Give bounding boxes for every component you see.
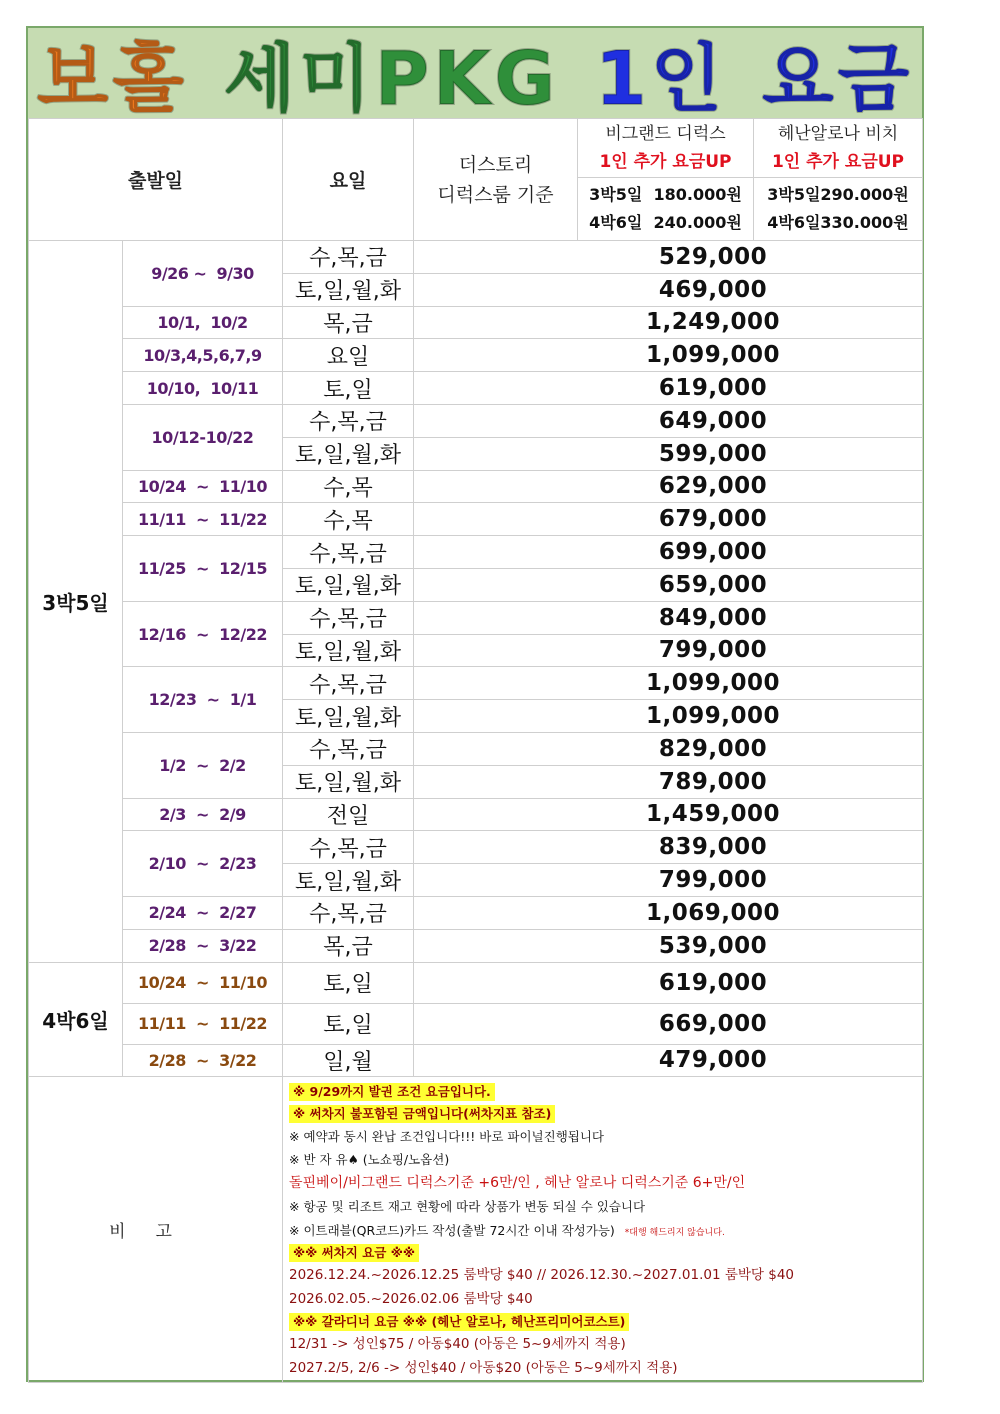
departure-period: 10/10, 10/11 [123,372,283,405]
rate-row [29,929,923,962]
price-cell [414,765,923,798]
remark-text: 12/31 -> 성인$75 / 아동$40 (아동은 5~9세까지 적용) [289,1336,626,1353]
remark-text: ※ 써차지 불포함된 금액입니다(써차지표 참조) [289,1105,555,1123]
rate-row [29,503,923,536]
price-cell [414,339,923,372]
price-cell [414,601,923,634]
price: 1,069,000 [646,899,780,926]
bigrand-3n5d: 3박5일 180.000원 [589,185,742,204]
rate-table [28,118,923,1383]
price: 1,099,000 [646,703,780,730]
rate-row [29,798,923,831]
departure-period: 10/1, 10/2 [123,306,283,339]
henann-upgrade: 1인 추가 요금UP [771,152,905,172]
price: 1,459,000 [646,801,780,828]
weekdays: 수,목,금 [283,831,414,864]
henann-3n5d: 3박5일290.000원 [767,185,909,204]
price-cell [414,929,923,962]
departure-period: 12/16 ~ 12/22 [123,601,283,667]
weekdays: 수,목 [283,470,414,503]
remark-line [289,1288,922,1312]
price: 799,000 [658,867,768,894]
remark-text: ※ 9/29까지 발권 조건 요금입니다. [289,1083,495,1101]
weekdays: 토,일 [283,962,414,1003]
departure-period: 2/3 ~ 2/9 [123,798,283,831]
price: 539,000 [658,932,768,959]
price-cell [414,306,923,339]
price-cell [414,700,923,733]
remark-line [289,1081,922,1103]
remark-line [289,1195,922,1219]
remarks-row [29,1076,923,1382]
departure-period: 11/11 ~ 11/22 [123,1003,283,1044]
weekdays: 수,목,금 [283,536,414,569]
price-cell [414,864,923,897]
rate-row [29,896,923,929]
header-bigrand [578,119,754,241]
weekdays: 수,목,금 [283,404,414,437]
remark-text: ※※ 갈라디너 요금 ※※ (헤난 알로나, 헤난프리미어코스트) [289,1313,629,1331]
price: 479,000 [658,1047,768,1074]
henann-title: 헤난알로나 비치 [777,124,899,144]
remark-line [289,1264,922,1288]
rate-row [29,831,923,864]
price-cell [414,568,923,601]
title-package: 세미PKG [223,36,560,122]
rate-row [29,306,923,339]
departure-period: 2/28 ~ 3/22 [123,1044,283,1076]
remark-text: ※ 항공 및 리조트 재고 현황에 따라 상품가 변동 되실 수 있습니다 [289,1199,646,1215]
price-cell [414,437,923,470]
remark-line [289,1311,922,1333]
price-cell [414,667,923,700]
remarks-label: 비고 [29,1076,283,1382]
rate-row [29,372,923,405]
header-departure: 출발일 [29,119,283,241]
weekdays: 일,월 [283,1044,414,1076]
price: 799,000 [658,637,768,664]
weekdays: 토,일 [283,1003,414,1044]
price-cell [414,470,923,503]
title-destination: 보홀 [36,36,188,122]
price-cell [414,798,923,831]
price: 529,000 [658,243,768,270]
price-cell [414,241,923,274]
price: 1,249,000 [646,309,780,336]
title-rate: 요금 [762,36,914,122]
weekdays: 토,일,월,화 [283,568,414,601]
price-cell [414,634,923,667]
remark-text: ※ 이트래블(QR코드)카드 작성(출발 72시간 이내 작성가능) [289,1222,615,1238]
price: 629,000 [658,473,768,500]
header-room-line1: 더스토리 [458,153,533,176]
price-cell [414,273,923,306]
departure-period: 2/10 ~ 2/23 [123,831,283,897]
rate-sheet [26,26,924,1382]
bigrand-upgrade: 1인 추가 요금UP [599,152,732,172]
header-room-line2: 디럭스룸 기준 [437,183,554,206]
rate-row [29,470,923,503]
price: 1,099,000 [646,670,780,697]
remark-text: 돌핀베이/비그랜드 디럭스기준 +6만/인 , 헤난 알로나 디럭스기준 6+만/인 [289,1174,746,1191]
remark-line [289,1333,922,1357]
price: 829,000 [658,735,768,762]
weekdays: 토,일,월,화 [283,700,414,733]
rate-row [29,732,923,765]
remark-line [289,1219,922,1243]
remarks-notes [283,1076,923,1382]
remark-text: 2026.12.24.~2026.12.25 룸박당 $40 // 2026.12.30.~2027.01.01 룸박당 $40 [289,1267,795,1284]
rate-row [29,241,923,274]
weekdays: 토,일 [283,372,414,405]
header-weekday: 요일 [283,119,414,241]
rate-row [29,339,923,372]
weekdays: 토,일,월,화 [283,437,414,470]
price: 469,000 [658,276,768,303]
page-title [28,28,922,122]
price-cell [414,372,923,405]
departure-period: 10/12-10/22 [123,404,283,470]
weekdays: 목,금 [283,929,414,962]
henann-4n6d: 4박6일330.000원 [767,213,909,232]
weekdays: 전일 [283,798,414,831]
departure-period: 2/24 ~ 2/27 [123,896,283,929]
weekdays: 수,목,금 [283,601,414,634]
header-row [29,119,923,241]
rate-row [29,962,923,1003]
weekdays: 수,목,금 [283,896,414,929]
price: 839,000 [658,834,768,861]
bigrand-4n6d: 4박6일 240.000원 [589,213,742,232]
rate-row [29,1044,923,1076]
duration-label: 3박5일 [29,241,123,963]
price: 649,000 [658,407,768,434]
remark-text: ※ 반 자 유♠ (노쇼핑/노옵션) [289,1152,450,1168]
rate-row [29,1003,923,1044]
weekdays: 수,목,금 [283,667,414,700]
weekdays: 수,목 [283,503,414,536]
price-cell [414,732,923,765]
rate-row [29,667,923,700]
header-henann [754,119,923,241]
price-cell [414,536,923,569]
remark-line [289,1242,922,1264]
price: 679,000 [658,506,768,533]
price-cell [414,1044,923,1076]
departure-period: 12/23 ~ 1/1 [123,667,283,733]
price: 619,000 [658,375,768,402]
remark-line [289,1172,922,1196]
departure-period: 1/2 ~ 2/2 [123,732,283,798]
departure-period: 10/24 ~ 11/10 [123,962,283,1003]
weekdays: 토,일,월,화 [283,273,414,306]
price: 789,000 [658,768,768,795]
price: 699,000 [658,539,768,566]
remark-text: ※ 예약과 동시 완납 조건입니다!!! 바로 파이널진행됩니다 [289,1128,604,1144]
header-room-basis [414,119,578,241]
weekdays: 수,목,금 [283,732,414,765]
price: 619,000 [658,969,768,996]
remark-text: ※※ 써차지 요금 ※※ [289,1244,419,1262]
price: 659,000 [658,571,768,598]
title-per-person: 1인 [595,36,727,122]
departure-period: 10/24 ~ 11/10 [123,470,283,503]
departure-period: 9/26 ~ 9/30 [123,241,283,307]
weekdays: 목,금 [283,306,414,339]
weekdays: 요일 [283,339,414,372]
price-cell [414,404,923,437]
price-cell [414,1003,923,1044]
weekdays: 수,목,금 [283,241,414,274]
weekdays: 토,일,월,화 [283,765,414,798]
departure-period: 11/25 ~ 12/15 [123,536,283,602]
remark-line [289,1125,922,1149]
price: 669,000 [658,1010,768,1037]
departure-period: 2/28 ~ 3/22 [123,929,283,962]
duration-label: 4박6일 [29,962,123,1076]
price-cell [414,962,923,1003]
price: 849,000 [658,604,768,631]
departure-period: 11/11 ~ 11/22 [123,503,283,536]
rate-row [29,536,923,569]
price: 1,099,000 [646,342,780,369]
weekdays: 토,일,월,화 [283,634,414,667]
remark-text: 2027.2/5, 2/6 -> 성인$40 / 아동$20 (아동은 5~9세까지 적용) [289,1359,678,1376]
price: 599,000 [658,440,768,467]
remark-text: 2026.02.05.~2026.02.06 룸박당 $40 [289,1290,533,1307]
price-cell [414,831,923,864]
weekdays: 토,일,월,화 [283,864,414,897]
remark-line [289,1357,922,1381]
price-cell [414,896,923,929]
remark-suffix: *대행 해드리지 않습니다. [624,1227,725,1238]
rate-row [29,404,923,437]
price-cell [414,503,923,536]
departure-period: 10/3,4,5,6,7,9 [123,339,283,372]
remark-line [289,1148,922,1172]
bigrand-title: 비그랜드 디럭스 [605,124,726,144]
rate-row [29,601,923,634]
remark-line [289,1103,922,1125]
